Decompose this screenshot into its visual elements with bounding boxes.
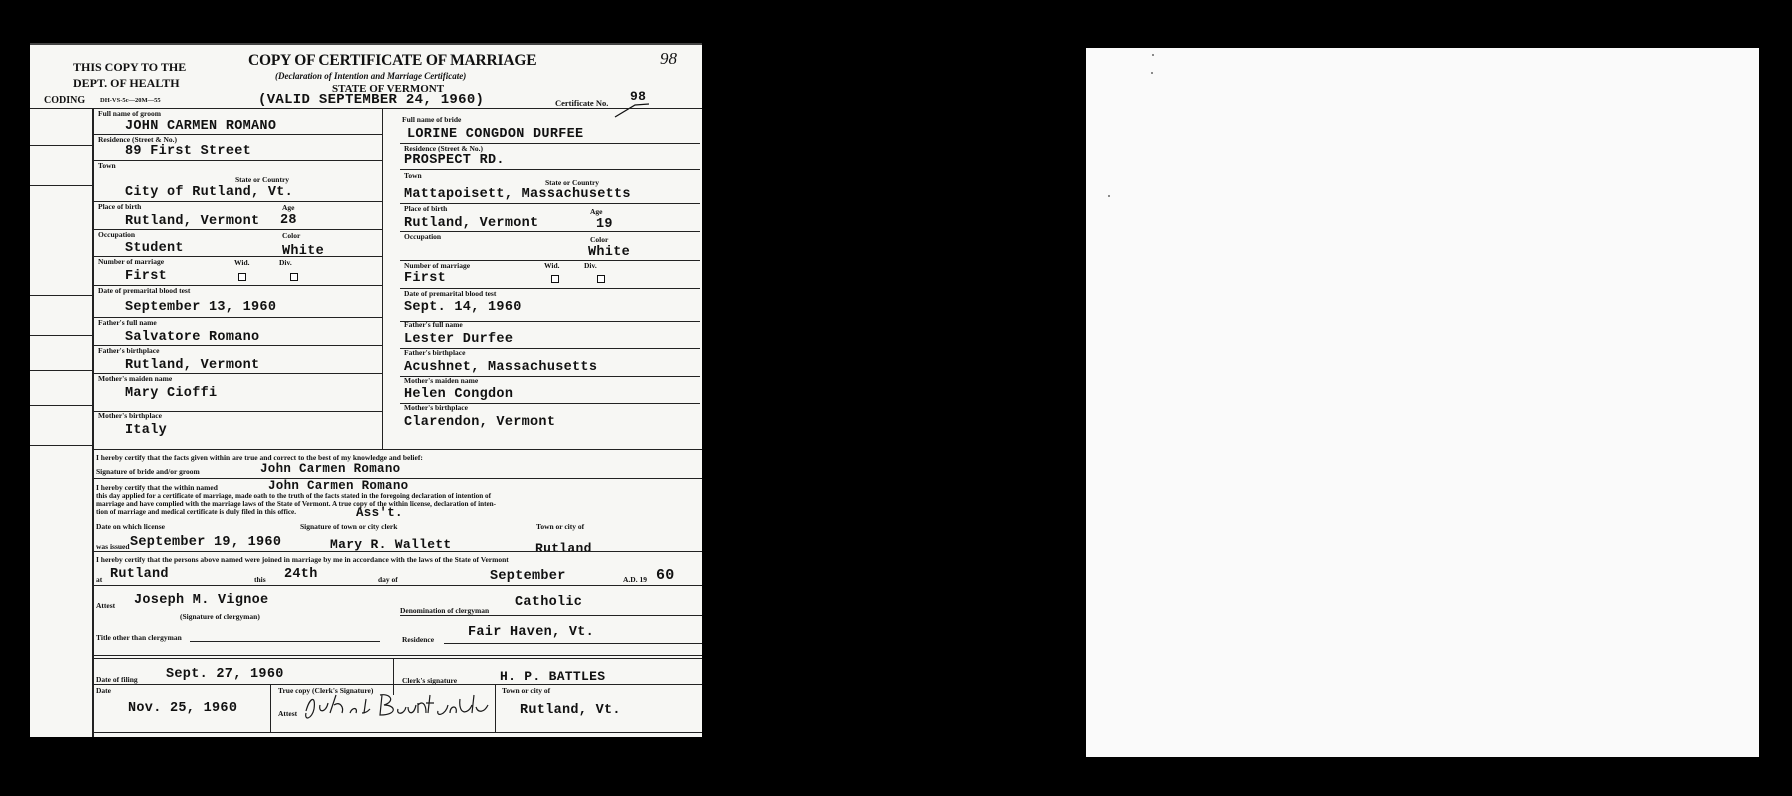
filing-divider	[495, 684, 496, 732]
title-label: Title other than clergyman	[96, 633, 182, 642]
groom-father-birthplace: Rutland, Vermont	[125, 358, 260, 373]
groom-mother-label: Mother's maiden name	[98, 374, 173, 383]
groom-occupation: Student	[125, 241, 184, 256]
center-divider	[382, 108, 383, 449]
bottom-rule	[92, 732, 702, 733]
groom-mother: Mary Cioffi	[125, 386, 218, 401]
filing-label: Date of filing	[96, 675, 138, 684]
joined-statement: I hereby certify that the persons above named were joined in marriage by me in accordance with the laws of the State of Vermont	[96, 555, 509, 564]
certificate-no: 98	[630, 89, 647, 104]
bride-divorced-checkbox[interactable]	[597, 275, 605, 283]
this-label: this	[254, 575, 266, 584]
field-rule	[444, 643, 702, 644]
coding-label: CODING	[44, 95, 86, 106]
section-rule	[92, 551, 702, 552]
clerk-sig-label: Clerk's signature	[402, 676, 458, 685]
speck	[1152, 54, 1154, 56]
field-rule	[400, 615, 702, 616]
bride-mother: Helen Congdon	[404, 387, 514, 402]
groom-widowed-checkbox[interactable]	[238, 273, 246, 281]
coding-tick	[30, 145, 92, 146]
bride-blood-label: Date of premarital blood test	[404, 289, 497, 298]
groom-name: JOHN CARMEN ROMANO	[125, 119, 277, 134]
clerk-handwritten-signature	[300, 691, 494, 725]
attest-value: Joseph M. Vignoe	[134, 593, 269, 608]
speck	[1108, 195, 1110, 197]
bride-widowed-checkbox[interactable]	[551, 275, 559, 283]
groom-occupation-label: Occupation	[98, 230, 136, 239]
form-code: DH-VS-5c—20M—55	[100, 97, 161, 104]
groom-color-label: Color	[282, 231, 301, 240]
groom-div-label: Div.	[279, 258, 292, 267]
ad-label: A.D. 19	[623, 575, 647, 584]
field-rule	[94, 160, 382, 161]
groom-blood: September 13, 1960	[125, 300, 277, 315]
groom-father-birth-label: Father's birthplace	[98, 346, 160, 355]
filing-divider	[270, 684, 271, 732]
bride-mother-birthplace: Clarendon, Vermont	[404, 415, 556, 430]
year-value: 60	[656, 567, 675, 584]
groom-town: City of Rutland, Vt.	[125, 185, 294, 200]
bride-birthplace: Rutland, Vermont	[404, 216, 539, 231]
section-rule	[92, 684, 702, 685]
bride-birth-label: Place of birth	[404, 204, 448, 213]
within-value: John Carmen Romano	[268, 479, 409, 493]
coding-tick	[30, 295, 92, 296]
bride-age: 19	[596, 217, 613, 232]
bride-father-label: Father's full name	[404, 320, 463, 329]
groom-divorced-checkbox[interactable]	[290, 273, 298, 281]
bride-color-label: Color	[590, 235, 609, 244]
certificate-title: COPY OF CERTIFICATE OF MARRIAGE	[248, 52, 537, 69]
coding-tick	[30, 335, 92, 336]
bride-wid-label: Wid.	[544, 261, 560, 270]
city-label: Town or city of	[536, 522, 585, 531]
license-label-1: Date on which license	[96, 522, 165, 531]
true-copy-label: True copy (Clerk's Signature)	[278, 686, 374, 695]
groom-name-label: Full name of groom	[98, 109, 161, 118]
bride-mother-birth-label: Mother's birthplace	[404, 403, 468, 412]
para-line-3: tion of marriage and medical certificate is duly filed in this office.	[96, 508, 297, 516]
field-rule	[400, 231, 700, 232]
at-value: Rutland	[110, 567, 169, 582]
filing-divider	[393, 658, 394, 695]
section-rule	[92, 658, 702, 659]
bride-marriage-label: Number of marriage	[404, 261, 471, 270]
bride-blood: Sept. 14, 1960	[404, 300, 522, 315]
bride-color: White	[588, 245, 631, 260]
groom-birth-label: Place of birth	[98, 202, 142, 211]
certificate-no-label: Certificate No.	[555, 98, 609, 108]
groom-color: White	[282, 244, 325, 259]
groom-residence: 89 First Street	[125, 144, 252, 159]
groom-residence-label: Residence (Street & No.)	[98, 135, 178, 144]
clerk-signature-value: Mary R. Wallett	[330, 537, 452, 552]
valid-date: (VALID SEPTEMBER 24, 1960)	[258, 92, 485, 108]
signature-label: Signature of bride and/or groom	[96, 467, 200, 476]
within-label: I hereby certify that the within named	[96, 483, 218, 492]
bride-state-label: State or Country	[545, 178, 600, 187]
groom-state-label: State or Country	[235, 175, 290, 184]
date-value: Nov. 25, 1960	[128, 701, 238, 716]
state-line: STATE OF VERMONT	[332, 83, 445, 95]
clerk-signature-label: Signature of town or city clerk	[300, 522, 398, 531]
bride-mother-label: Mother's maiden name	[404, 376, 479, 385]
coding-tick	[30, 185, 92, 186]
bride-town-label: Town	[404, 171, 422, 180]
at-label: at	[96, 575, 103, 584]
filing-value: Sept. 27, 1960	[166, 667, 284, 682]
blank-reverse-page	[1086, 48, 1759, 757]
para-line-1: this day applied for a certificate of marriage, made oath to the truth of the facts stated in the foregoing declaration of intention of	[96, 492, 491, 500]
dept-line: DEPT. OF HEALTH	[73, 76, 180, 90]
city-value: Rutland	[535, 541, 592, 556]
month-value: September	[490, 569, 566, 584]
day-value: 24th	[284, 567, 318, 582]
bride-town: Mattapoisett, Massachusetts	[404, 187, 631, 202]
bride-father-birth-label: Father's birthplace	[404, 348, 466, 357]
town-label: Town or city of	[502, 686, 551, 695]
groom-father-label: Father's full name	[98, 318, 157, 327]
groom-wid-label: Wid.	[234, 258, 250, 267]
field-rule	[190, 641, 380, 642]
field-rule	[400, 169, 700, 170]
corner-note: 98	[660, 49, 677, 68]
groom-age-label: Age	[282, 203, 295, 212]
license-label-2: was issued	[96, 542, 130, 551]
certificate-subtitle: (Declaration of Intention and Marriage Certificate)	[275, 71, 467, 81]
bride-div-label: Div.	[584, 261, 597, 270]
bride-name: LORINE CONGDON DURFEE	[407, 127, 584, 142]
denomination-value: Catholic	[515, 595, 583, 610]
day-of-label: day of	[378, 575, 398, 584]
clergy-signature-label: (Signature of clergyman)	[180, 612, 260, 621]
date-label: Date	[96, 686, 111, 695]
groom-marriage: First	[125, 269, 168, 284]
check-mark-icon	[613, 103, 653, 121]
groom-father: Salvatore Romano	[125, 330, 260, 345]
coding-tick	[30, 405, 92, 406]
bride-father: Lester Durfee	[404, 332, 514, 347]
bride-residence-label: Residence (Street & No.)	[404, 144, 484, 153]
bride-name-label: Full name of bride	[402, 115, 462, 124]
signature-value: John Carmen Romano	[260, 462, 401, 476]
groom-mother-birthplace: Italy	[125, 423, 168, 438]
certificate-sheet	[30, 43, 702, 737]
coding-tick	[30, 445, 92, 446]
residence-value: Fair Haven, Vt.	[468, 625, 595, 640]
speck	[1151, 72, 1153, 74]
denomination-label: Denomination of clergyman	[400, 606, 490, 615]
groom-marriage-label: Number of marriage	[98, 257, 165, 266]
residence-label: Residence	[402, 635, 435, 644]
groom-mother-birth-label: Mother's birthplace	[98, 411, 162, 420]
section-rule	[94, 585, 702, 586]
groom-birthplace: Rutland, Vermont	[125, 214, 260, 229]
para-line-2: marriage and have complied with the marriage laws of the State of Vermont. A true copy of the within license, declaration of inten-	[96, 500, 497, 508]
attest-label: Attest	[96, 601, 116, 610]
coding-tick	[30, 370, 92, 371]
true-statement: I hereby certify that the facts given within are true and correct to the best of my knowledge and belief:	[96, 453, 423, 462]
section-rule	[92, 449, 702, 450]
section-rule	[94, 655, 702, 656]
bride-age-label: Age	[590, 207, 603, 216]
this-copy-line: THIS COPY TO THE	[73, 60, 187, 74]
assistant-mark: Ass't.	[356, 506, 403, 520]
groom-age: 28	[280, 213, 297, 228]
town-value: Rutland, Vt.	[520, 703, 621, 718]
groom-town-label: Town	[98, 161, 116, 170]
attest-label-2: Attest	[278, 709, 298, 718]
clerk-sig-value: H. P. BATTLES	[500, 669, 606, 684]
bride-father-birthplace: Acushnet, Massachusetts	[404, 360, 598, 375]
groom-blood-label: Date of premarital blood test	[98, 286, 191, 295]
license-issued-value: September 19, 1960	[130, 535, 282, 550]
bride-occupation-label: Occupation	[404, 232, 442, 241]
field-rule	[94, 229, 382, 230]
coding-border	[92, 108, 94, 737]
bride-residence: PROSPECT RD.	[404, 153, 505, 168]
bride-marriage: First	[404, 271, 447, 286]
